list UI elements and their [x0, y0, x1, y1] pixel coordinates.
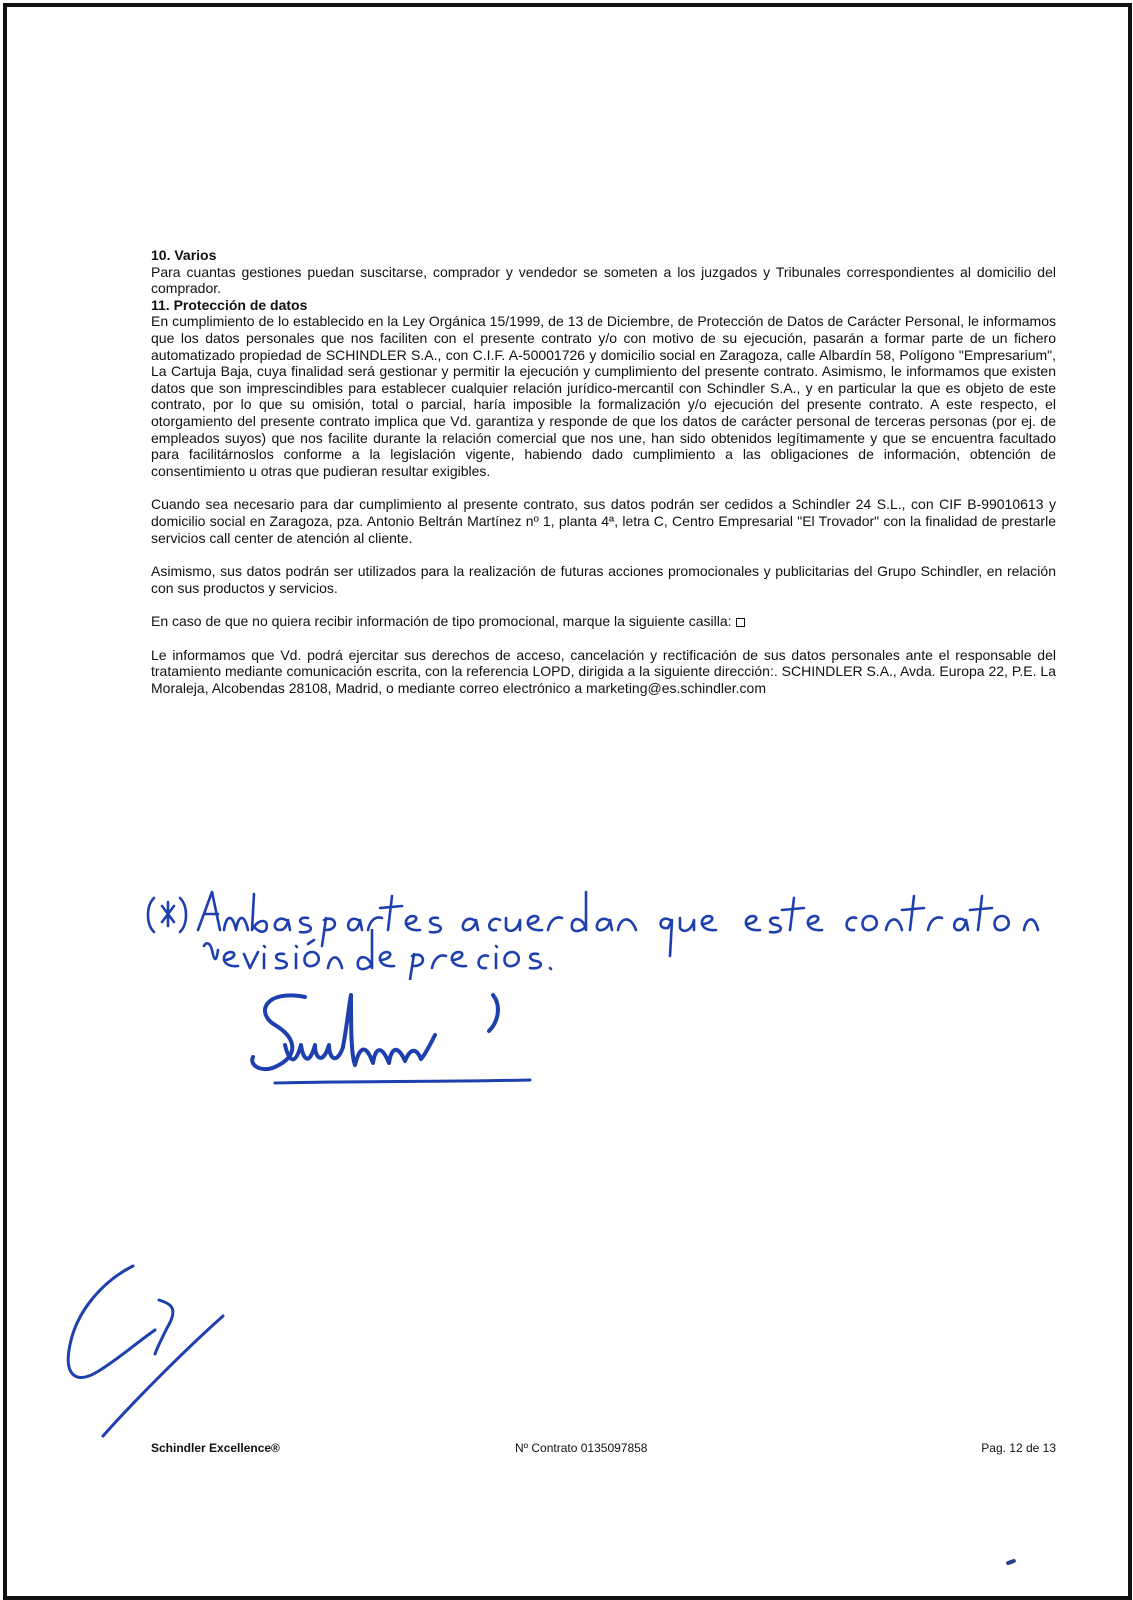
opt-out-line: [151, 613, 1056, 630]
handwritten-annotation: [140, 880, 1040, 980]
initials-signature: [55, 1260, 225, 1440]
footer-contract-number: Nº Contrato 0135097858: [515, 1441, 648, 1455]
promotional-use-paragraph: Asimismo, sus datos podrán ser utilizados para la realización de futuras acciones promocionales y publicitarias del Grupo Schindler, en relación con sus productos y servicios.: [151, 563, 1056, 596]
rights-paragraph: Le informamos que Vd. podrá ejercitar sus derechos de acceso, cancelación y rectificación de sus datos personales ante el responsable del tratamiento mediante comunicación escrita, con la referencia LOPD, dirigida a la siguiente dirección:. SCHINDLER S.A., Avda. Europa 22, P.E. La Moraleja, Alcobendas 28108, Madrid, o mediante correo electrónico a marketing@es.schindler.com: [151, 646, 1056, 697]
data-protection-paragraph: En cumplimiento de lo establecido en la Ley Orgánica 15/1999, de 13 de Diciembre, de Protección de Datos de Carácter Personal, le informamos que los datos personales que nos faciliten con el presente contrato y/o con motivo de su ejecución, pasarán a formar parte de un fichero automatizado propiedad de SCHINDLER S.A., con C.I.F. A-50001726 y domicilio social en Zaragoza, calle Albardín 58, Polígono "Empresarium", La Cartuja Baja, cuya finalidad será gestionar y permitir la ejecución y cumplimiento del presente contrato. Asimismo, le informamos que existen datos que son imprescindibles para establecer cualquier relación jurídico-mercantil con Schindler S.A., y en particular la que es objeto de este contrato, por lo que su omisión, total o parcial, haría imposible la formalización y/o ejecución del presente contrato. A este respecto, el otorgamiento del presente contrato implica que Vd. garantiza y responde de que los datos de carácter personal de terceras personas (por ej. de empleados suyos) que nos facilite durante la relación comercial que nos une, han sido obtenidos legítimamente y que se encuentra facultado para facilitárnoslos conforme a la legislación vigente, habiendo dado cumplimiento a las obligaciones de información, obtención de consentimiento u otras que pudieran resultar exigibles.: [151, 313, 1056, 479]
contract-body: [151, 247, 1056, 697]
opt-out-checkbox[interactable]: [736, 618, 745, 627]
section-10-heading: 10. Varios: [151, 247, 217, 263]
footer-page-number: Pag. 12 de 13: [981, 1441, 1056, 1455]
section-11-heading: 11. Protección de datos: [151, 296, 308, 313]
page-footer: [151, 1441, 1056, 1459]
opt-out-text: En caso de que no quiera recibir información de tipo promocional, marque la siguiente casilla:: [151, 613, 732, 630]
signature: [245, 985, 535, 1095]
data-transfer-paragraph: Cuando sea necesario para dar cumplimiento al presente contrato, sus datos podrán ser cedidos a Schindler 24 S.L., con CIF B-99010613 y domicilio social en Zaragoza, pza. Antonio Beltrán Martínez nº 1, planta 4ª, letra C, Centro Empresarial "El Trovador" con la finalidad de prestarle servicios call center de atención al cliente.: [151, 496, 1056, 546]
section-10-paragraph: Para cuantas gestiones puedan suscitarse, comprador y vendedor se someten a los juzgados y Tribunales correspondientes al domicilio del comprador.: [151, 263, 1056, 297]
footer-brand: Schindler Excellence®: [151, 1441, 280, 1455]
